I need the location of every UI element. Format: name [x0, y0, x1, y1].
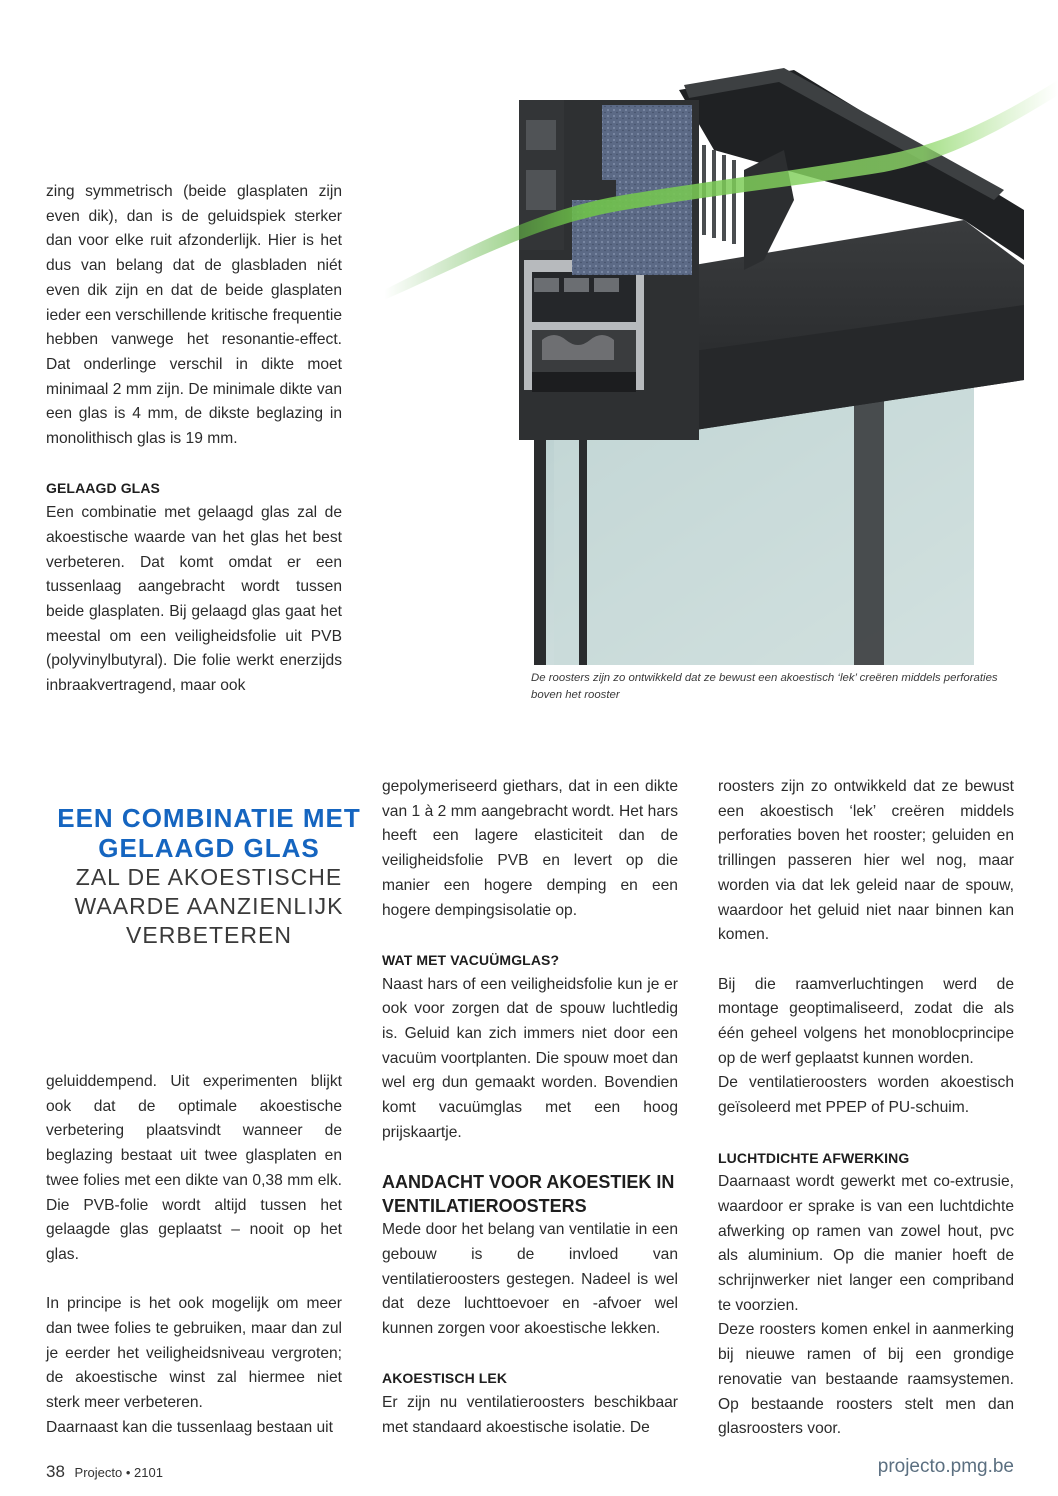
- section-heading-akoestiek-ventilatieroosters: AANDACHT VOOR AKOESTIEK IN VENTILATIEROOSTERS: [382, 1172, 675, 1217]
- body-paragraph: Er zijn nu ventilatieroosters beschikbaar met standaard akoestische isolatie. De: [382, 1394, 678, 1436]
- body-paragraph: gepolymeriseerd giethars, dat in een dikte van 1 à 2 mm aangebracht wordt. Het hars heeft een lagere elasticiteit dan de veiligheidsfolie PVB en levert op die manier een hogere demping en een hogere dempingsisolatie op.: [382, 778, 678, 919]
- section-heading-luchtdichte-afwerking: LUCHTDICHTE AFWERKING: [718, 1149, 910, 1166]
- column-1-bottom: [46, 1070, 342, 1441]
- window-ventilation-grille-illustration: [384, 60, 1058, 665]
- body-paragraph: zing symmetrisch (beide glasplaten zijn even dik), dan is de geluidspiek sterker dan voor elke ruit afzonderlijk. Hier is het dus van belang dat de glasbladen niét even dik zijn en dat de beide glasplaten ieder een verschillende kritische frequentie hebben vanwege het resonantie-effect. Dat onderlinge verschil in dikte moet minimaal 2 mm zijn. De minimale dikte van een glas is 4 mm, de dikste beglazing in monolithisch glas is 19 mm.: [46, 183, 342, 448]
- magazine-issue: Projecto • 2101: [74, 1465, 163, 1480]
- body-paragraph: geluiddempend. Uit experimenten blijkt ook dat de optimale akoestische verbetering plaatsvindt wanneer de beglazing bestaat uit twee glasplaten en twee folies met een dikte van 0,38 mm elk. Die PVB-folie wordt altijd tussen het gelaagde glas geplaatst – nooit op het glas.: [46, 1073, 342, 1263]
- body-paragraph: Bij die raamverluchtingen werd de montage geoptimaliseerd, zodat die als één geheel volgens het monoblocprincipe op de werf geplaatst kunnen worden.: [718, 975, 1014, 1067]
- figure-caption: De roosters zijn zo ontwikkeld dat ze bewust een akoestisch ‘lek’ creëren middels perforaties boven het rooster: [531, 672, 998, 701]
- window-profile-illustration: [384, 60, 1058, 665]
- website-link[interactable]: projecto.pmg.be: [877, 1456, 1014, 1477]
- footer-left: [46, 1462, 163, 1482]
- section-heading-akoestisch-lek: AKOESTISCH LEK: [382, 1370, 508, 1387]
- column-3: [718, 775, 1014, 1442]
- body-paragraph: Daarnaast wordt gewerkt met co-extrusie, waardoor er sprake is van een luchtdichte afwerking op ramen van zowel hout, pvc als aluminium. Op die manier hoeft de schrijnwerker niet langer een compriband te voorzien.: [718, 1173, 1014, 1314]
- section-heading-gelaagd-glas: GELAAGD GLAS: [46, 480, 160, 497]
- pull-quote-light: ZAL DE AKOESTISCHE WAARDE AANZIENLIJK VERBETEREN: [74, 864, 344, 948]
- body-paragraph: De ventilatieroosters worden akoestisch geïsoleerd met PPEP of PU-schuim.: [718, 1074, 1014, 1117]
- section-heading-vacuumglas: WAT MET VACUÜMGLAS?: [382, 951, 560, 968]
- body-paragraph: Daarnaast kan die tussenlaag bestaan uit: [46, 1418, 333, 1436]
- page-number: 38: [46, 1462, 65, 1481]
- body-paragraph: Mede door het belang van ventilatie in een gebouw is de invloed van ventilatieroosters gestegen. Nadeel is wel dat deze luchttoevoer en -afvoer wel kunnen zorgen voor akoestische lekken.: [382, 1221, 678, 1338]
- body-paragraph: Deze roosters komen enkel in aanmerking bij nieuwe ramen of bij een grondige renovatie van bestaande raamsystemen. Op bestaande roosters stelt men dan glasroosters voor.: [718, 1321, 1014, 1438]
- column-1-top: [46, 180, 342, 699]
- body-paragraph: Een combinatie met gelaagd glas zal de akoestische waarde van het glas het best verbeteren. Dat komt omdat er een tussenlaag aangebracht wordt tussen beide glasplaten. Bij gelaagd glas gaat het meestal om een veiligheidsfolie uit PVB (polyvinylbutyral). Die folie werkt enerzijds inbraakvertragend, maar ook: [46, 504, 342, 695]
- column-2: [382, 775, 678, 1441]
- pull-quote-bold: EEN COMBINATIE MET GELAAGD GLAS: [57, 803, 361, 863]
- body-paragraph: Naast hars of een veiligheidsfolie kun je er ook voor zorgen dat de spouw luchtledig is. Geluid kan zich immers niet door een vacuüm voortplanten. Die spouw moet dan wel erg dun gemaakt worden. Bovendien komt vacuümglas met een hoog prijskaartje.: [382, 975, 678, 1141]
- body-paragraph: In principe is het ook mogelijk om meer dan twee folies te gebruiken, maar dan zul je eerder het veiligheidsniveau vergroten; de akoestische winst zal hiermee niet sterk meer verbeteren.: [46, 1295, 342, 1412]
- body-paragraph: roosters zijn zo ontwikkeld dat ze bewust een akoestisch ‘lek’ creëren middels perforaties boven het rooster; geluiden en trillingen passeren hier wel nog, maar worden via dat lek geleid naar de spouw, waardoor het geluid niet naar binnen kan komen.: [718, 778, 1014, 944]
- pull-quote: [46, 803, 372, 950]
